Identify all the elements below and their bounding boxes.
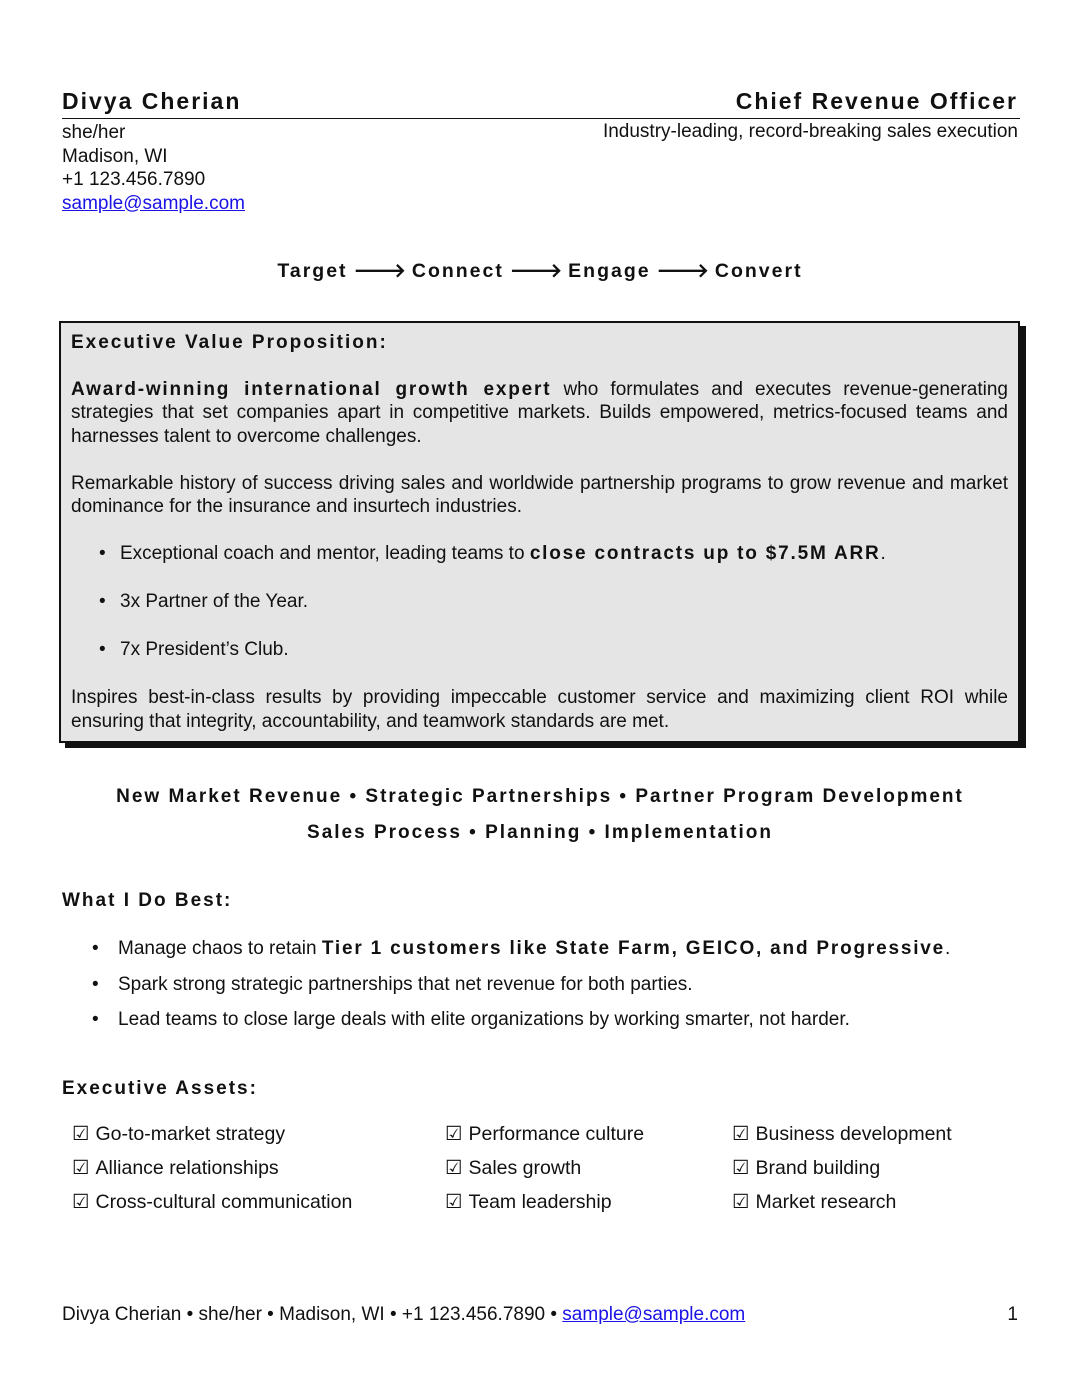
checkbox-checked-icon: ☑ <box>732 1157 750 1179</box>
checkbox-checked-icon: ☑ <box>72 1191 90 1213</box>
list-item <box>71 542 1008 566</box>
asset-item <box>445 1122 644 1146</box>
list-item-text: Lead teams to close large deals with elite organizations by working smarter, not harder. <box>118 1009 850 1030</box>
value-proposition-paragraph-1 <box>71 378 1008 449</box>
location: Madison, WI <box>62 145 168 167</box>
sales-path <box>0 258 1080 283</box>
bullet-icon: • <box>92 973 99 995</box>
bullet-text: 7x President’s Club. <box>120 639 289 660</box>
asset-item <box>72 1190 352 1214</box>
bullet-text: 3x Partner of the Year. <box>120 591 309 612</box>
what-i-do-best-heading: What I Do Best: <box>62 890 233 911</box>
pronouns: she/her <box>62 122 126 143</box>
list-item <box>71 638 1008 662</box>
contact-block <box>62 121 245 215</box>
path-step-convert: Convert <box>714 260 803 282</box>
keywords-line-1: New Market Revenue • Strategic Partnerships • Partner Program Development <box>116 786 964 807</box>
list-item <box>62 974 950 1010</box>
path-step-target: Target <box>277 260 348 282</box>
job-title: Chief Revenue Officer <box>735 88 1018 114</box>
asset-item <box>732 1156 880 1180</box>
value-proposition-heading: Executive Value Proposition: <box>71 332 388 353</box>
asset-label: Performance culture <box>468 1123 645 1145</box>
asset-item <box>72 1156 279 1180</box>
bullet-highlight: close contracts up to $7.5M ARR <box>529 543 881 564</box>
page-number: 1 <box>1007 1304 1018 1325</box>
asset-item <box>72 1122 285 1146</box>
bullet-icon: • <box>99 543 106 564</box>
resume-name: Divya Cherian <box>62 88 242 114</box>
arrow-right-icon: 🡒 <box>353 260 406 282</box>
bullet-text: Exceptional coach and mentor, leading teams to <box>120 543 530 564</box>
bullet-icon: • <box>99 591 106 612</box>
asset-item <box>445 1156 581 1180</box>
asset-label: Alliance relationships <box>95 1157 279 1179</box>
checkbox-checked-icon: ☑ <box>445 1191 463 1213</box>
tagline: Industry-leading, record-breaking sales execution <box>602 121 1018 142</box>
list-item <box>62 938 950 974</box>
checkbox-checked-icon: ☑ <box>72 1123 90 1145</box>
asset-label: Brand building <box>755 1157 881 1179</box>
value-proposition-paragraph-3: Inspires best-in-class results by providing impeccable customer service and maximizing client ROI while ensuring that integrity, accountability, and teamwork standards are met. <box>71 687 1008 732</box>
bullet-icon: • <box>92 938 99 959</box>
asset-label: Cross-cultural communication <box>95 1191 353 1213</box>
list-item <box>62 1009 950 1045</box>
asset-label: Business development <box>755 1123 952 1145</box>
list-item-text: Spark strong strategic partnerships that net revenue for both parties. <box>118 973 693 995</box>
bullet-text-end: . <box>880 543 886 564</box>
bullet-icon: • <box>99 639 106 660</box>
footer <box>62 1304 745 1326</box>
path-step-connect: Connect <box>411 260 504 282</box>
value-proposition-paragraph-2: Remarkable history of success driving sales and worldwide partnership programs to grow revenue and market dominance for the insurance and insurtech industries. <box>71 472 1008 517</box>
value-proposition-highlight: Award-winning international growth expert <box>71 378 552 400</box>
footer-contact-text: Divya Cherian • she/her • Madison, WI • +1 123.456.7890 • <box>62 1304 563 1325</box>
bullet-icon: • <box>92 1009 99 1030</box>
list-item <box>71 590 1008 614</box>
phone: +1 123.456.7890 <box>62 169 206 190</box>
asset-label: Team leadership <box>468 1191 612 1213</box>
checkbox-checked-icon: ☑ <box>72 1157 90 1179</box>
value-proposition-box <box>59 321 1020 743</box>
keywords-line-2: Sales Process • Planning • Implementation <box>307 822 773 843</box>
asset-item <box>732 1190 896 1214</box>
email-link[interactable]: sample@sample.com <box>62 192 245 214</box>
arrow-right-icon: 🡒 <box>509 260 563 282</box>
asset-label: Market research <box>755 1191 897 1213</box>
asset-label: Go-to-market strategy <box>95 1123 286 1145</box>
footer-email-link[interactable]: sample@sample.com <box>562 1304 746 1325</box>
list-item-text: Manage chaos to retain <box>118 938 322 959</box>
list-item-highlight: Tier 1 customers like State Farm, GEICO, and Progressive <box>321 938 946 959</box>
asset-item <box>445 1190 612 1214</box>
header-divider <box>62 118 1020 119</box>
list-item-text-end: . <box>945 938 951 959</box>
checkbox-checked-icon: ☑ <box>445 1157 463 1179</box>
executive-assets-heading: Executive Assets: <box>62 1078 258 1099</box>
checkbox-checked-icon: ☑ <box>732 1191 750 1213</box>
checkbox-checked-icon: ☑ <box>445 1123 463 1145</box>
path-step-engage: Engage <box>568 260 651 282</box>
arrow-right-icon: 🡒 <box>656 260 709 282</box>
asset-item <box>732 1122 952 1146</box>
value-proposition-bullets <box>71 542 1008 662</box>
asset-label: Sales growth <box>468 1157 582 1179</box>
what-i-do-best-list <box>62 938 950 1045</box>
checkbox-checked-icon: ☑ <box>732 1123 750 1145</box>
value-proposition-text: who formulates and executes revenue-generating strategies that set companies apart in competitive markets. Builds empowered, metrics-focused teams and harnesses talent to overcome challenges. <box>71 378 1008 447</box>
